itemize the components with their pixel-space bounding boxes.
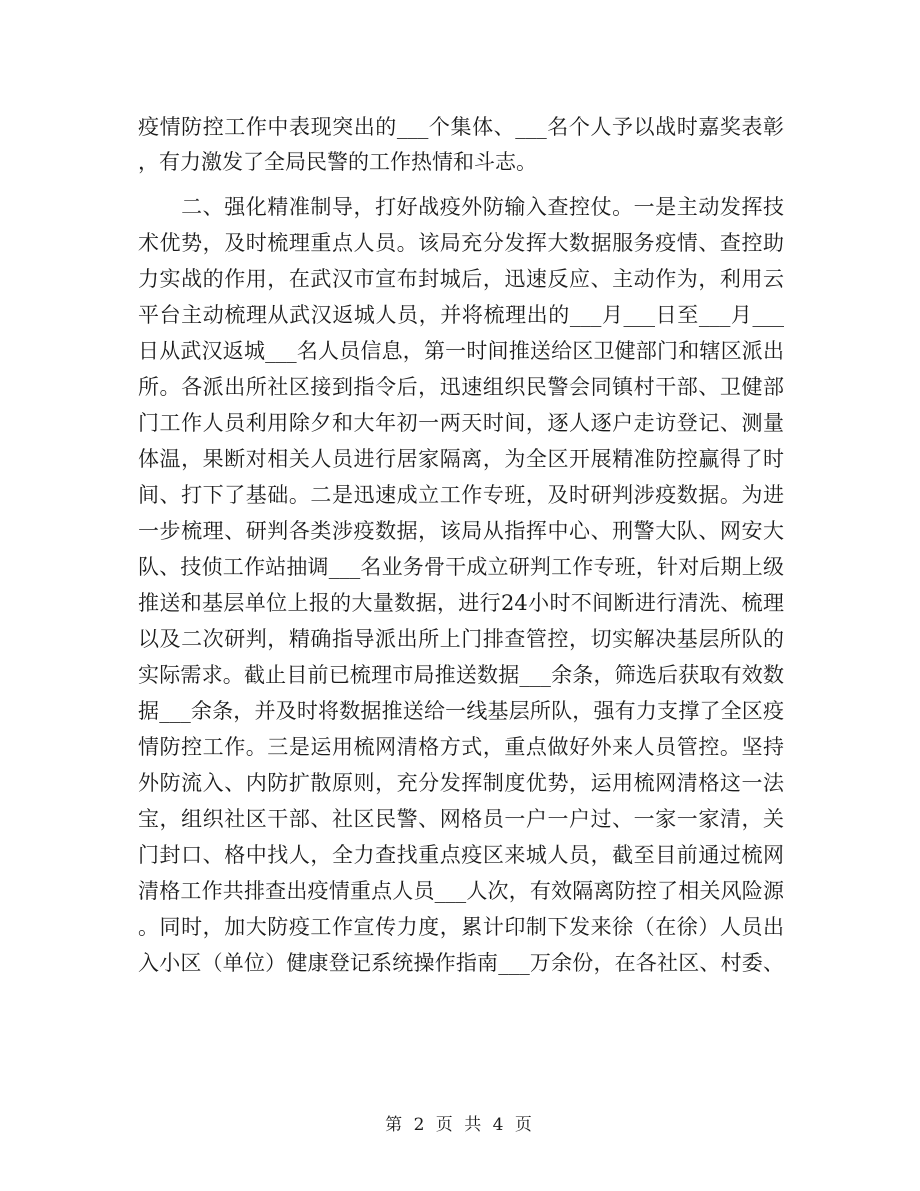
text-line: 疫情防控工作中表现突出的___个集体、___名个人予以战时嘉奖表彰	[138, 115, 784, 139]
text-line: 。同时，加大防疫工作宣传力度，累计印制下发来徐（在徐）人员出	[138, 915, 784, 939]
text-line: 推送和基层单位上报的大量数据，进行24小时不间断进行清洗、梳理	[138, 591, 784, 615]
text-line: 宝，组织社区干部、社区民警、网格员一户一户过、一家一家清，关	[138, 807, 784, 831]
text-line: 外防流入、内防扩散原则，充分发挥制度优势，运用梳网清格这一法	[138, 771, 784, 795]
text-line: 情防控工作。三是运用梳网清格方式，重点做好外来人员管控。坚持	[138, 735, 784, 759]
text-line: 入小区（单位）健康登记系统操作指南___万余份，在各社区、村委、	[138, 951, 784, 975]
text-line: 所。各派出所社区接到指令后，迅速组织民警会同镇村干部、卫健部	[138, 375, 784, 399]
text-line: 力实战的作用，在武汉市宣布封城后，迅速反应、主动作为，利用云	[138, 267, 784, 291]
text-line: 队、技侦工作站抽调___名业务骨干成立研判工作专班，针对后期上级	[138, 555, 784, 579]
text-line: 一步梳理、研判各类涉疫数据，该局从指挥中心、刑警大队、网安大	[138, 519, 784, 543]
text-line: 术优势，及时梳理重点人员。该局充分发挥大数据服务疫情、查控助	[138, 231, 784, 255]
text-line: 清格工作共排查出疫情重点人员___人次，有效隔离防控了相关风险源	[138, 879, 784, 903]
text-line: 以及二次研判，精确指导派出所上门排查管控，切实解决基层所队的	[138, 627, 784, 651]
text-line: 间、打下了基础。二是迅速成立工作专班，及时研判涉疫数据。为进	[138, 483, 784, 507]
text-line: ，有力激发了全局民警的工作热情和斗志。	[138, 150, 537, 174]
text-line: 门封口、格中找人，全力查找重点疫区来城人员，截至目前通过梳网	[138, 843, 784, 867]
text-line: 二、强化精准制导，打好战疫外防输入查控仗。一是主动发挥技	[138, 195, 784, 219]
text-line: 日从武汉返城___名人员信息，第一时间推送给区卫健部门和辖区派出	[138, 339, 784, 363]
text-line: 门工作人员利用除夕和大年初一两天时间，逐人逐户走访登记、测量	[138, 411, 784, 435]
page-number: 第 2 页 共 4 页	[385, 1115, 535, 1135]
text-line: 平台主动梳理从武汉返城人员，并将梳理出的___月___日至___月___	[138, 303, 784, 327]
text-line: 体温，果断对相关人员进行居家隔离，为全区开展精准防控赢得了时	[138, 447, 784, 471]
text-line: 实际需求。截止目前已梳理市局推送数据___余条，筛选后获取有效数	[138, 663, 784, 687]
text-line: 据___余条，并及时将数据推送给一线基层所队，强有力支撑了全区疫	[138, 699, 784, 723]
